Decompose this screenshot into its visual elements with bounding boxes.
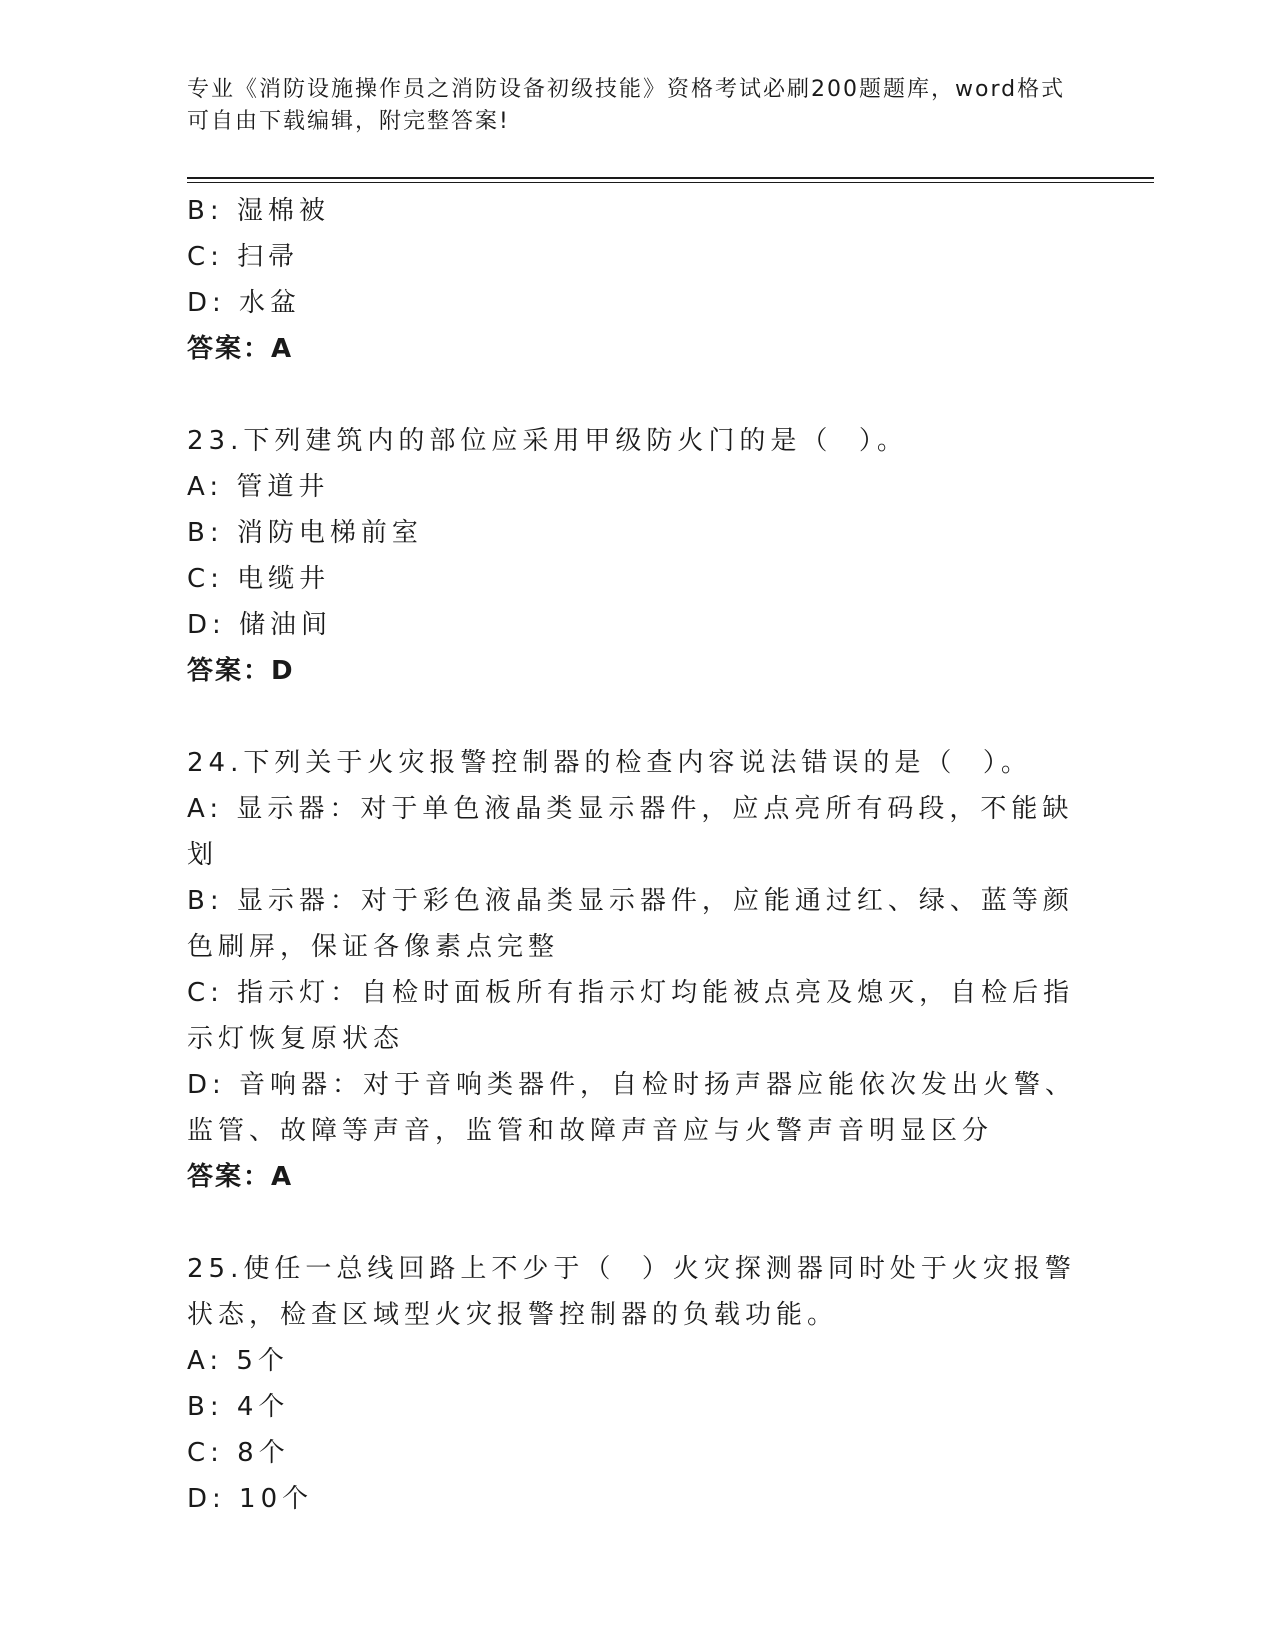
option-c: C: 电缆井 <box>187 564 331 594</box>
header-divider-thin <box>187 182 1154 183</box>
option-c: C: 扫帚 <box>187 242 300 272</box>
question-stem: 23.下列建筑内的部位应采用甲级防火门的是（ ）。 <box>187 426 908 456</box>
option-d: D: 音响器：对于音响类器件，自检时扬声器应能依次发出火警、监管、故障等声音，监管和故障声音应与火警声音明显区分 <box>187 1070 1077 1146</box>
option-a: A: 管道井 <box>187 472 330 502</box>
spacer <box>187 1200 1087 1246</box>
spacer <box>187 372 1087 418</box>
option-d: D: 水盆 <box>187 288 302 318</box>
answer-line: 答案：A <box>187 334 294 364</box>
option-c: C: 指示灯：自检时面板所有指示灯均能被点亮及熄灭，自检后指示灯恢复原状态 <box>187 978 1075 1054</box>
question-24 <box>187 740 1087 1200</box>
previous-question-tail <box>187 188 1087 372</box>
question-23 <box>187 418 1087 694</box>
page-header: 专业《消防设施操作员之消防设备初级技能》资格考试必刷200题题库，word格式可自由下载编辑，附完整答案! <box>187 77 1066 134</box>
option-d: D: 储油间 <box>187 610 333 640</box>
option-c: C: 8个 <box>187 1438 290 1468</box>
option-b: B: 消防电梯前室 <box>187 518 423 548</box>
answer-line: 答案：D <box>187 656 295 686</box>
question-25 <box>187 1246 1087 1522</box>
option-d: D: 10个 <box>187 1484 314 1514</box>
option-b: B: 湿棉被 <box>187 196 330 226</box>
question-stem: 24.下列关于火灾报警控制器的检查内容说法错误的是（ ）。 <box>187 748 1032 778</box>
option-a: A: 显示器：对于单色液晶类显示器件，应点亮所有码段，不能缺划 <box>187 794 1074 870</box>
option-b: B: 显示器：对于彩色液晶类显示器件，应能通过红、绿、蓝等颜色刷屏，保证各像素点完整 <box>187 886 1074 962</box>
header-divider-thick <box>187 177 1154 179</box>
question-list <box>187 188 1087 1522</box>
spacer <box>187 694 1087 740</box>
answer-line: 答案：A <box>187 1162 294 1192</box>
option-a: A: 5个 <box>187 1346 289 1376</box>
option-b: B: 4个 <box>187 1392 290 1422</box>
question-stem: 25.使任一总线回路上不少于（ ）火灾探测器同时处于火灾报警状态，检查区域型火灾报警控制器的负载功能。 <box>187 1254 1076 1330</box>
